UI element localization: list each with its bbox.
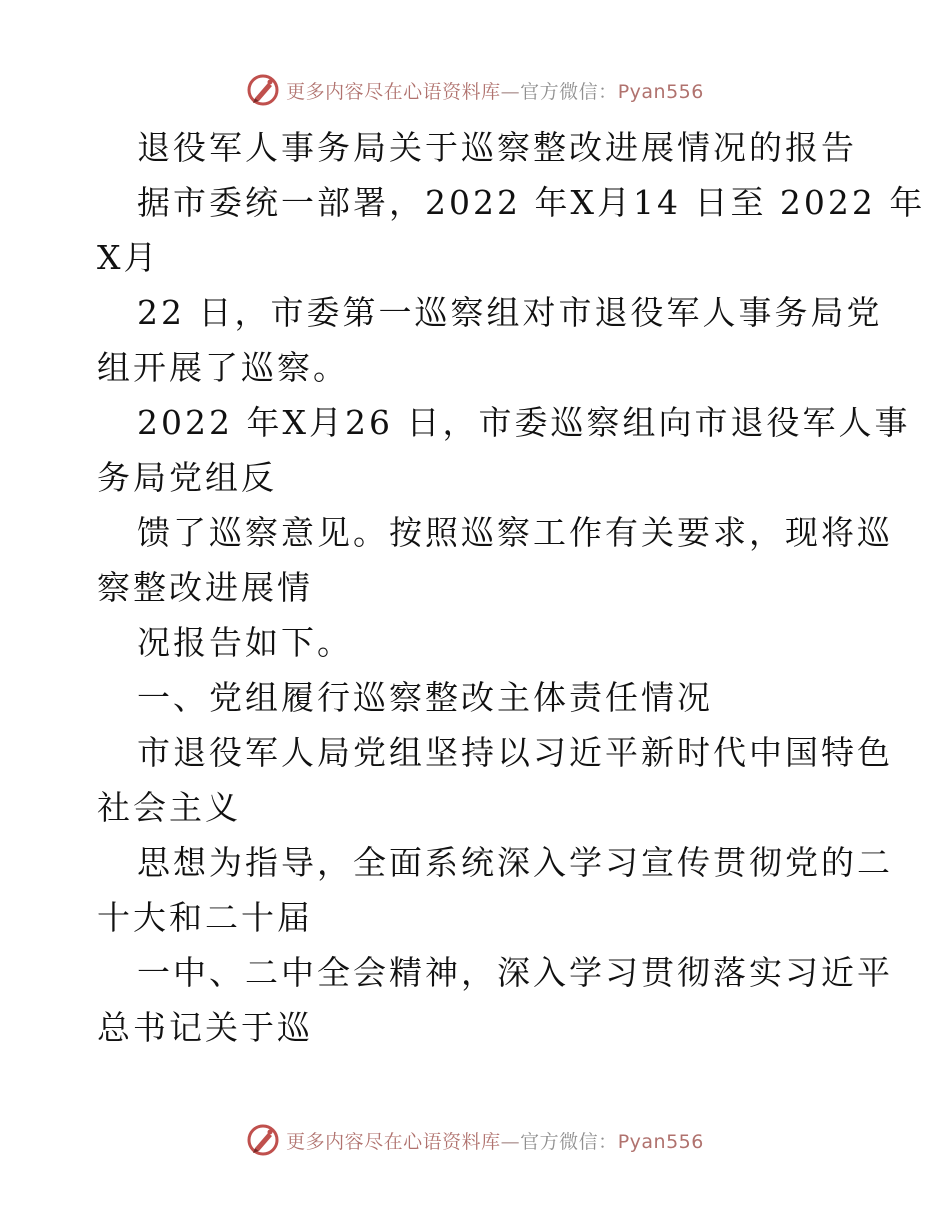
document-line: 2022 年X月26 日，市委巡察组向市退役军人事 bbox=[137, 403, 911, 442]
document-line: 社会主义 bbox=[97, 788, 241, 827]
pen-logo-icon bbox=[246, 73, 280, 107]
document-body bbox=[97, 120, 926, 1055]
document-line: 思想为指导，全面系统深入学习宣传贯彻党的二 bbox=[137, 843, 893, 882]
document-line: 总书记关于巡 bbox=[97, 1008, 313, 1047]
header-site-text: 更多内容尽在心语资料库 bbox=[286, 80, 501, 103]
footer-site-text: 更多内容尽在心语资料库 bbox=[286, 1130, 501, 1153]
document-line: 退役军人事务局关于巡察整改进展情况的报告 bbox=[137, 128, 857, 167]
footer-banner-text bbox=[286, 1127, 704, 1154]
footer-wechat-label: 官方微信： bbox=[520, 1130, 618, 1153]
document-line: 务局党组反 bbox=[97, 458, 277, 497]
document-line: 组开展了巡察。 bbox=[97, 348, 349, 387]
header-wechat-label: 官方微信： bbox=[520, 80, 618, 103]
document-line: X月 bbox=[97, 238, 160, 277]
document-line: 况报告如下。 bbox=[137, 623, 353, 662]
document-line: 十大和二十届 bbox=[97, 898, 313, 937]
footer-banner bbox=[0, 1120, 950, 1160]
footer-separator: — bbox=[500, 1130, 521, 1153]
document-line: 市退役军人局党组坚持以习近平新时代中国特色 bbox=[137, 733, 893, 772]
document-line: 馈了巡察意见。按照巡察工作有关要求，现将巡 bbox=[137, 513, 893, 552]
document-line: 一、党组履行巡察整改主体责任情况 bbox=[137, 678, 713, 717]
document-line: 一中、二中全会精神，深入学习贯彻落实习近平 bbox=[137, 953, 893, 992]
document-line: 据市委统一部署，2022 年X月14 日至 2022 年 bbox=[137, 183, 926, 222]
footer-wechat-id: Pyan556 bbox=[617, 1130, 704, 1153]
document-line: 22 日，市委第一巡察组对市退役军人事务局党 bbox=[137, 293, 883, 332]
header-separator: — bbox=[500, 80, 521, 103]
header-banner bbox=[0, 70, 950, 110]
header-wechat-id: Pyan556 bbox=[617, 80, 704, 103]
document-line: 察整改进展情 bbox=[97, 568, 313, 607]
pen-logo-icon bbox=[246, 1123, 280, 1157]
header-banner-text bbox=[286, 77, 704, 104]
